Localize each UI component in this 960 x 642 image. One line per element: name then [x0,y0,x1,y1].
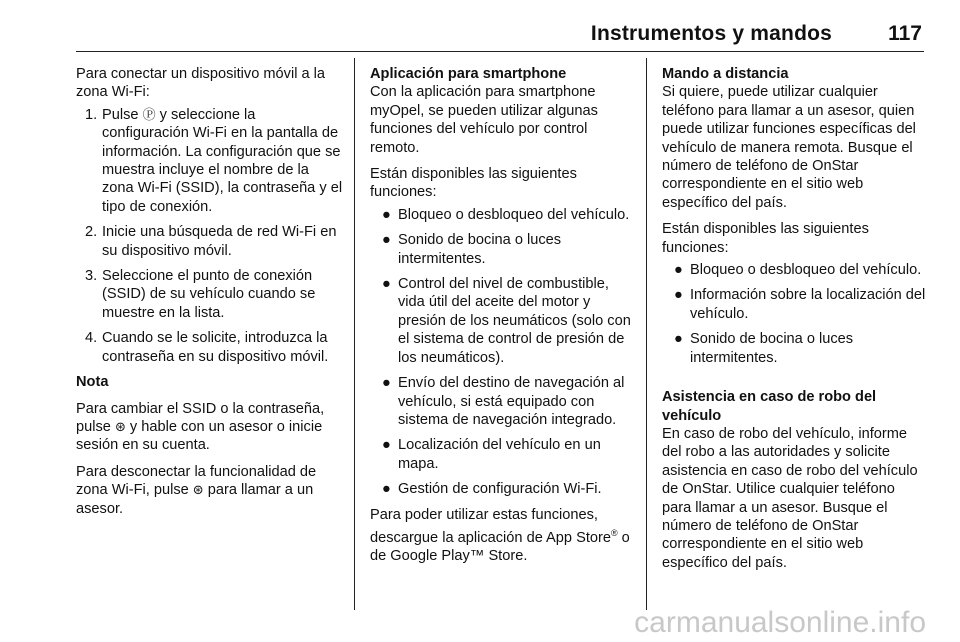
app-available: Están disponibles las siguientes funciones: [370,166,577,201]
column-divider-2 [646,58,647,610]
list-item: ● Información sobre la localización del vehículo. [674,287,926,322]
section-heading-theft: Asistencia en caso de robo del vehículo [662,389,877,424]
list-item: 2. Inicie una búsqueda de red Wi-Fi en su dispositivo móvil. [85,224,337,259]
list-item: ● Sonido de bocina o luces intermitentes. [674,331,854,366]
section-heading-app: Aplicación para smartphone [370,66,567,82]
section-heading-remote: Mando a distancia [662,66,789,82]
list-item: 4. Cuando se le solicite, introduzca la contraseña en su dispositivo móvil. [85,330,329,365]
remote-functions-list [662,261,926,367]
wifi-steps-list [76,106,344,366]
note-text: Para cambiar el SSID o la contraseña, pulse ⊛ y hable con un asesor o inicie sesión en su cuenta. [76,400,325,454]
column-smartphone-app [370,65,636,574]
onstar-icon: ⊛ [114,418,126,434]
page-title: Instrumentos y mandos [590,22,832,45]
list-item: ● Envío del destino de navegación al vehículo, si está equipado con sistema de navegación integrado. [382,375,625,428]
app-intro: Con la aplicación para smartphone myOpel, se pueden utilizar algunas funciones del vehículo por control remoto. [370,84,598,156]
column-divider-1 [354,58,355,610]
note-heading: Nota [76,374,109,391]
column-wifi-connect [76,65,344,526]
list-item: ● Sonido de bocina o luces intermitentes. [382,232,562,267]
onstar-icon: ⊛ [192,482,204,498]
list-item: ● Control del nivel de combustible, vida útil del aceite del motor y presión de los neumáticos (solo con el sistema de control de presión de los neumáticos). [382,276,631,366]
header-rule [76,51,924,52]
app-functions-list [370,206,636,499]
page-header [76,22,924,50]
list-item: ● Localización del vehículo en un mapa. [382,437,601,472]
watermark: carmanualsonline.info [634,606,926,639]
list-item: 1. Pulse Ⓟ y seleccione la configuración Wi-Fi en la pantalla de información. La configuración que se muestra incluye el nombre de la zona Wi-Fi (SSID), la contraseña y el tipo de conexión. [85,106,343,215]
list-item: ● Bloqueo o desbloqueo del vehículo. [382,206,630,223]
column-remote-control [662,65,926,580]
wifi-intro: Para conectar un dispositivo móvil a la zona Wi-Fi: [76,66,326,101]
theft-text: En caso de robo del vehículo, informe del robo a las autoridades y solicite asistencia en caso de robo del vehículo de OnStar. Utilice cualquier teléfono para llamar a un asesor. Busque el número de teléfono de OnStar correspondiente en el sitio web específico del país. [662,425,918,571]
remote-intro: Si quiere, puede utilizar cualquier teléfono para llamar a un asesor, quien puede utilizar funciones específicas del vehículo de manera remota. Busque el número de teléfono de OnStar correspondiente en el sitio web específico del país. [662,84,916,211]
phone-icon: Ⓟ [142,106,156,122]
app-download-text: Para poder utilizar estas funciones, descargue la aplicación de App Store® o de Google Play™ Store. [370,506,630,565]
wifi-disconnect-text: Para desconectar la funcionalidad de zona Wi-Fi, pulse ⊛ para llamar a un asesor. [76,463,317,517]
page-number: 117 [888,22,922,45]
list-item: 3. Seleccione el punto de conexión (SSID) de su vehículo cuando se muestre en la lista. [85,268,316,321]
list-item: ● Bloqueo o desbloqueo del vehículo. [674,262,922,279]
remote-available: Están disponibles las siguientes funciones: [662,221,869,256]
list-item: ● Gestión de configuración Wi-Fi. [382,481,602,498]
